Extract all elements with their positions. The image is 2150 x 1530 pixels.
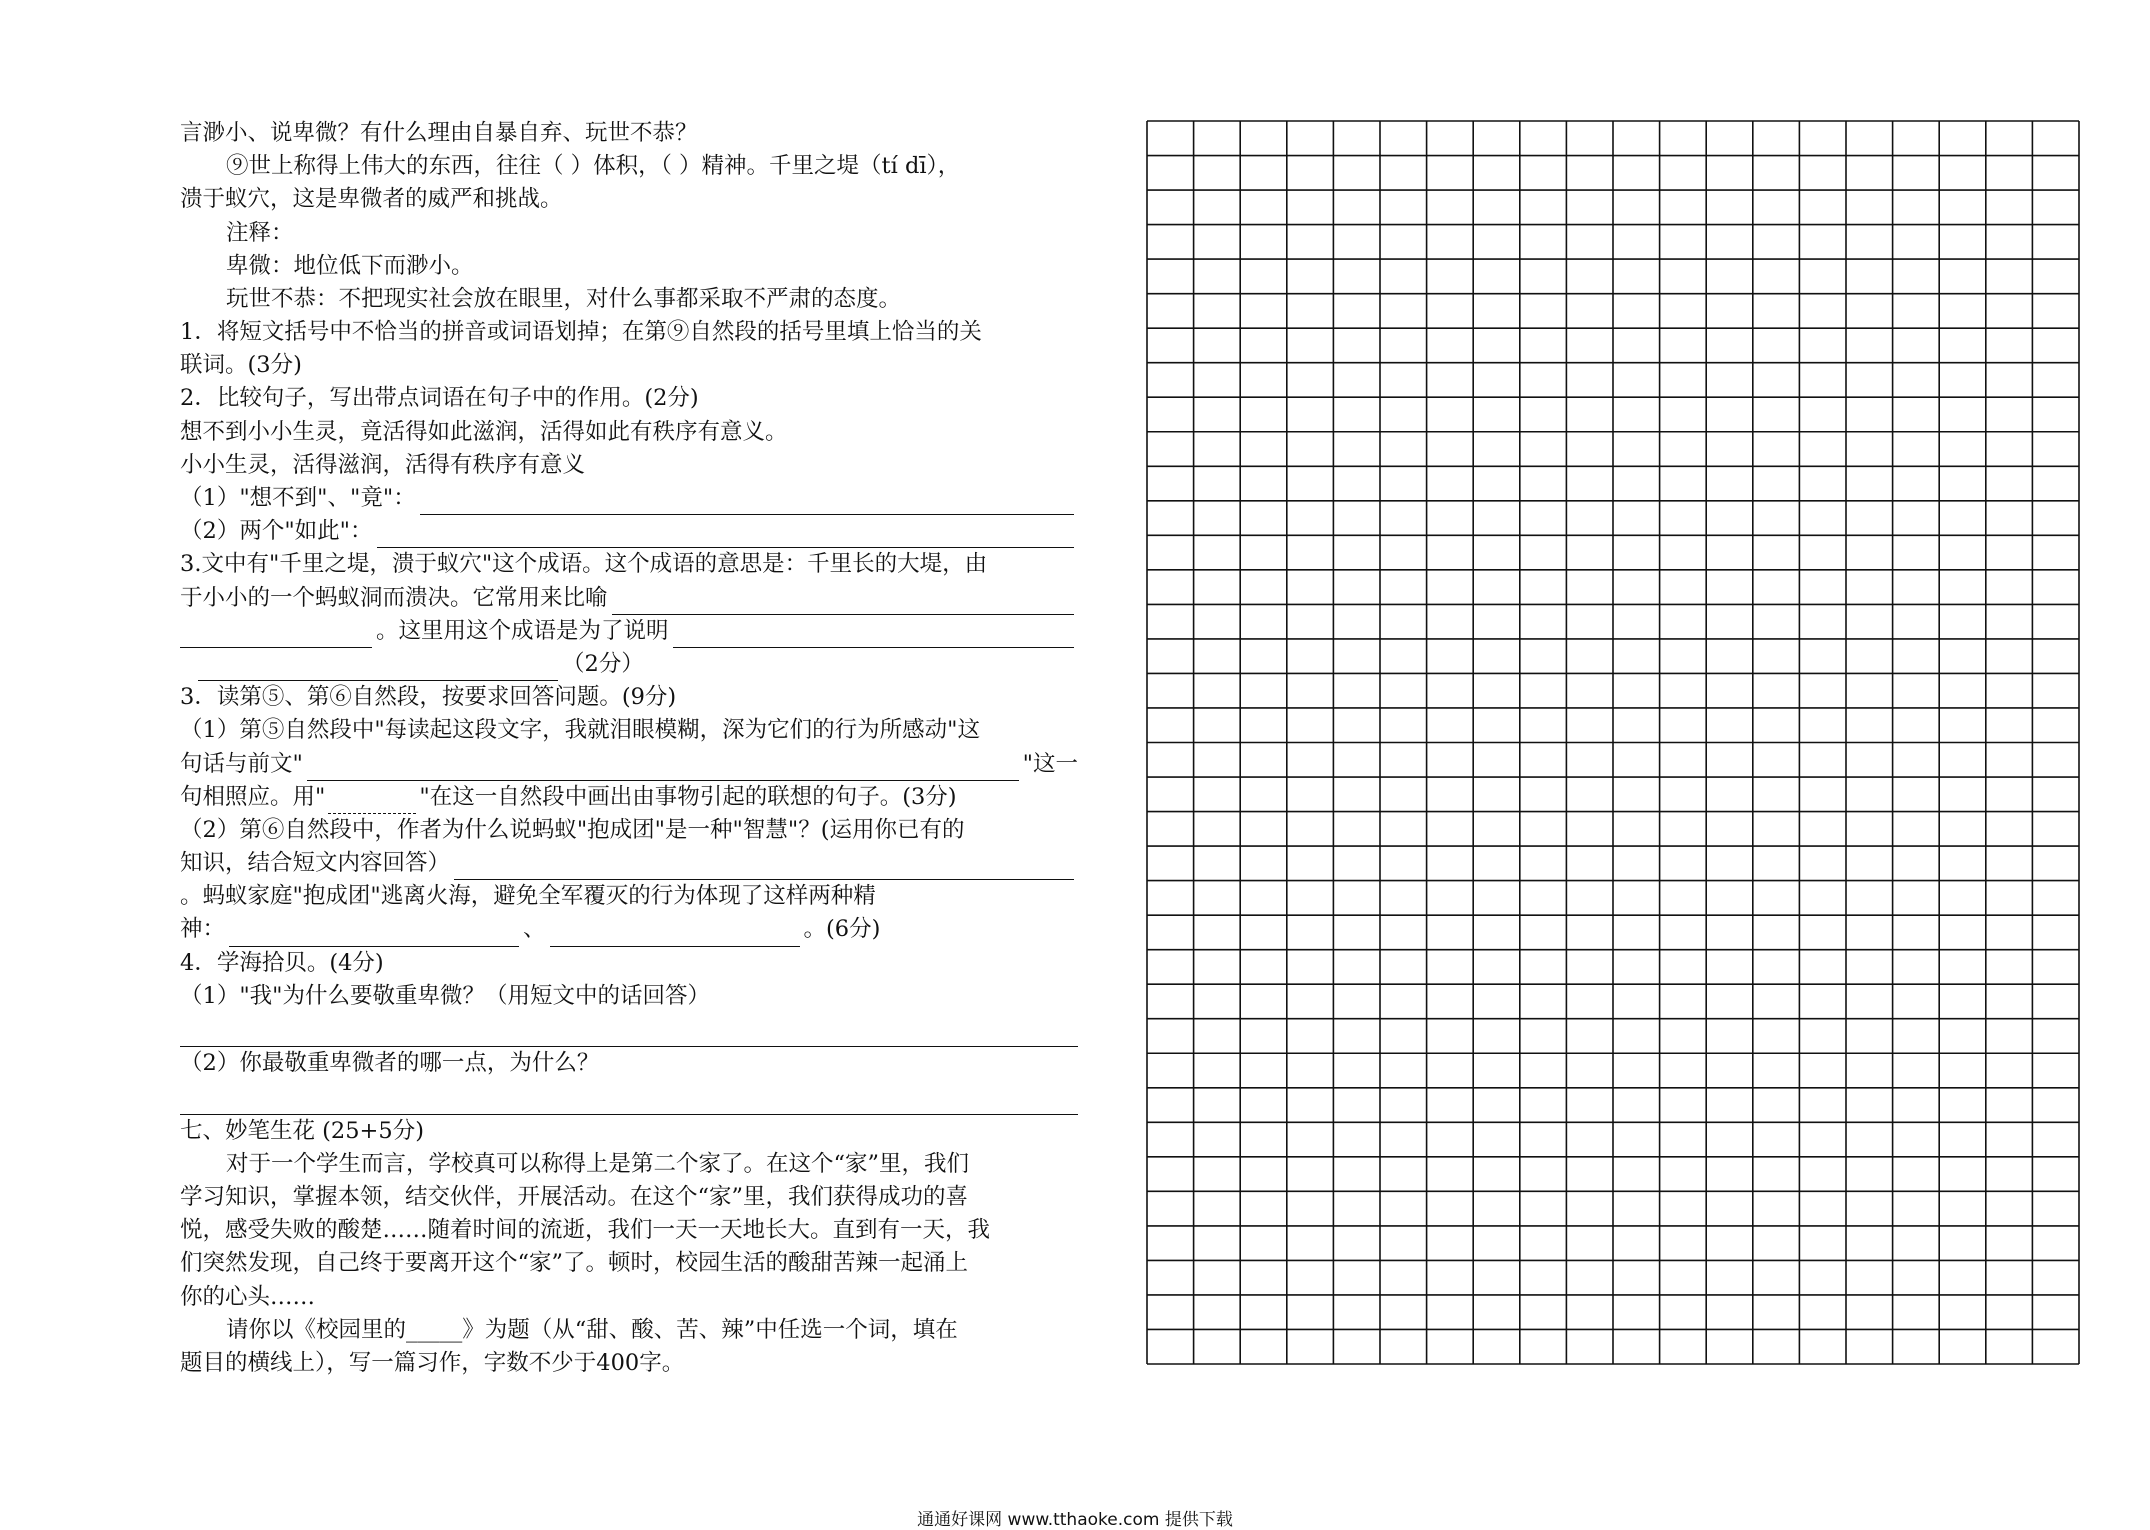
composition-line: 们突然发现，自己终于要离开这个“家”了。顿时，校园生活的酸甜苦辣一起涌上 [180, 1250, 969, 1277]
score-label: 。(6分) [803, 916, 881, 943]
composition-title: 七、妙笔生花 (25+5分) [180, 1117, 425, 1144]
composition-line: 学习知识，掌握本领，结交伙伴，开展活动。在这个“家”里，我们获得成功的喜 [180, 1183, 969, 1210]
passage-line: 言渺小、说卑微？有什么理由自暴自弃、玩世不恭？ [180, 119, 698, 146]
question-3-2-cont: 。蚂蚁家庭"抱成团"逃离火海，避免全军覆灭的行为体现了这样两种精 [180, 883, 876, 910]
question-3-1-cont [180, 748, 1078, 781]
composition-line: 你的心头…… [180, 1283, 316, 1310]
question-3-2: （2）第⑥自然段中，作者为什么说蚂蚁"抱成团"是一种"智慧"？(运用你已有的 [180, 816, 965, 843]
footer-credit: 通通好课网 www.tthaoke.com 提供下载 [917, 1510, 1233, 1530]
passage-line: 溃于蚁穴，这是卑微者的威严和挑战。 [180, 186, 563, 213]
question-3a-cont [180, 615, 1078, 648]
composition-line: 悦，感受失败的酸楚……随着时间的流逝，我们一天一天地长大。直到有一天，我 [180, 1217, 991, 1244]
note-item: 玩世不恭：不把现实社会放在眼里，对什么事都采取不严肃的态度。 [226, 285, 902, 312]
question-label: （2）两个"如此"： [180, 518, 373, 545]
answer-blank[interactable] [377, 525, 1074, 548]
question-4-title: 4．学海拾贝。(4分) [180, 949, 384, 976]
question-4-2: （2）你最敬重卑微者的哪一点，为什么？ [180, 1050, 600, 1077]
question-text: "这一 [1022, 750, 1078, 777]
passage-paragraph-9: ⑨世上称得上伟大的东西，往往（ ）体积，（ ）精神。千里之堤（tí dī）， [226, 153, 961, 180]
score-label: （2分） [562, 650, 644, 677]
question-text: "在这一自然段中画出由事物引起的联想的句子。(3分) [419, 783, 957, 810]
question-2-sentence: 小小生灵，活得滋润，活得有秩序有意义 [180, 451, 586, 478]
question-text: 句话与前文" [180, 750, 303, 777]
wavy-line-mark [328, 797, 416, 814]
question-4-1: （1）"我"为什么要敬重卑微？（用短文中的话回答） [180, 982, 711, 1009]
question-3-2-cont [180, 914, 1078, 947]
answer-blank[interactable] [673, 625, 1074, 648]
note-item: 卑微：地位低下而渺小。 [226, 252, 474, 279]
writing-grid[interactable] [1146, 120, 2080, 1365]
question-text: 、 [523, 916, 546, 943]
exam-left-column [180, 117, 1078, 1380]
question-3-1: （1）第⑤自然段中"每读起这段文字，我就泪眼模糊，深为它们的行为所感动"这 [180, 717, 981, 744]
question-2-sentence: 想不到小小生灵，竟活得如此滋润，活得如此有秩序有意义。 [180, 418, 788, 445]
answer-blank[interactable] [307, 758, 1019, 781]
answer-line[interactable] [180, 1080, 1078, 1114]
question-3a-cont [180, 582, 1078, 615]
question-3-title: 3．读第⑤、第⑥自然段，按要求回答问题。(9分) [180, 684, 677, 711]
question-text: 句相照应。用" [180, 783, 326, 810]
answer-blank[interactable] [612, 592, 1074, 615]
question-text: 于小小的一个蚂蚁洞而溃决。它常用来比喻 [180, 584, 608, 611]
question-text: 知识，结合短文内容回答） [180, 850, 451, 877]
answer-blank[interactable] [454, 857, 1074, 880]
question-3a-cont [180, 648, 1078, 681]
question-text: 神： [180, 916, 226, 943]
question-2-1 [180, 482, 1078, 515]
answer-blank[interactable] [198, 658, 558, 681]
composition-line: 题目的横线上），写一篇习作，字数不少于400字。 [180, 1349, 685, 1376]
question-text: 。这里用这个成语是为了说明 [376, 617, 669, 644]
question-2-title: 2．比较句子，写出带点词语在句子中的作用。(2分) [180, 385, 699, 412]
composition-line: 请你以《校园里的_____》为题（从“甜、酸、苦、辣”中任选一个词，填在 [226, 1316, 958, 1343]
composition-line: 对于一个学生而言，学校真可以称得上是第二个家了。在这个“家”里，我们 [226, 1150, 970, 1177]
question-3-2-cont [180, 847, 1078, 880]
question-3a: 3.文中有"千里之堤，溃于蚁穴"这个成语。这个成语的意思是：千里长的大堤，由 [180, 551, 988, 578]
answer-blank[interactable] [229, 924, 519, 947]
question-1: 1．将短文括号中不恰当的拼音或词语划掉；在第⑨自然段的括号里填上恰当的关 [180, 319, 982, 346]
question-label: （1）"想不到"、"竟"： [180, 485, 416, 512]
answer-line[interactable] [180, 1013, 1078, 1047]
question-3-1-cont [180, 781, 1078, 814]
note-title: 注释： [226, 219, 294, 246]
question-1-cont: 联词。(3分) [180, 352, 302, 379]
question-2-2 [180, 515, 1078, 548]
answer-blank[interactable] [420, 492, 1074, 515]
answer-blank[interactable] [180, 625, 372, 648]
answer-blank[interactable] [550, 924, 800, 947]
